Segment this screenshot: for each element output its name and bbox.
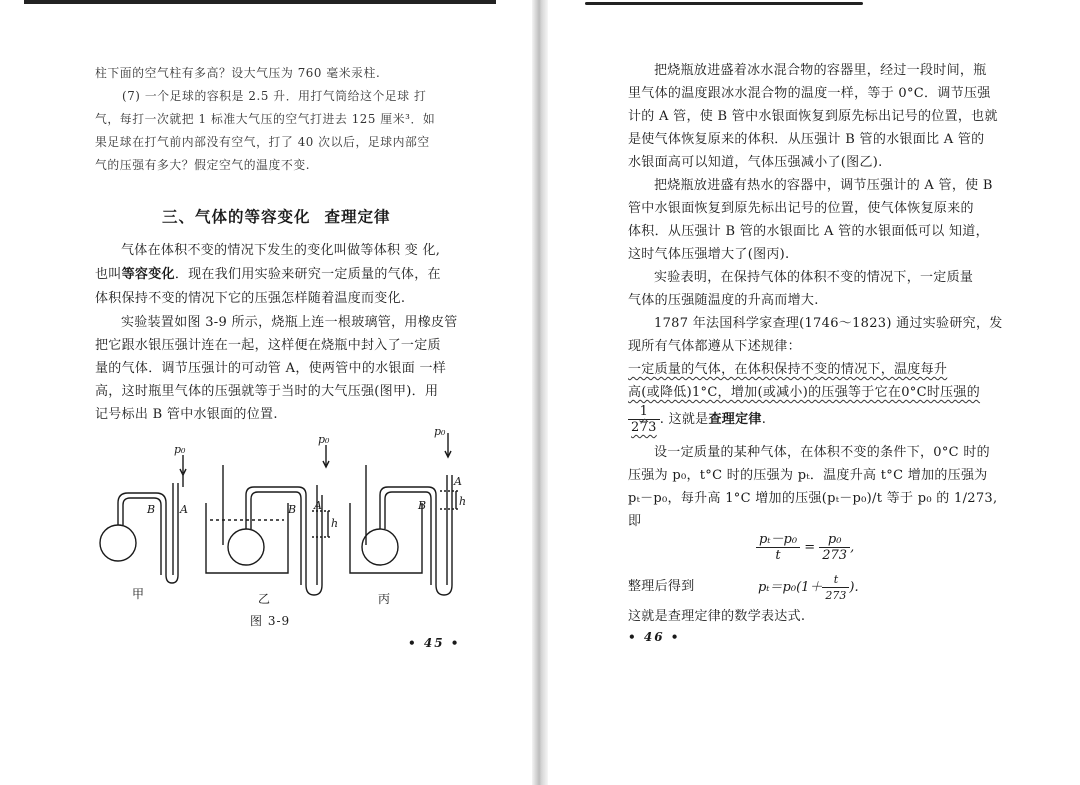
body-line: 压强为 p₀，t°C 时的压强为 pₜ．温度升高 t°C 增加的压强为 (628, 468, 988, 483)
page-number: • 46 • (628, 630, 681, 644)
figure-3-9 (88, 425, 468, 605)
body-line: 把它跟水银压强计连在一起，这样便在烧瓶中封入了一定质 (95, 338, 441, 353)
label-b-yi: B (288, 503, 297, 516)
figure-sublabel-jia: 甲 (132, 587, 145, 601)
closing-line: 这就是查理定律的数学表达式. (628, 609, 806, 624)
body-line: 把烧瓶放进盛着冰水混合物的容器里，经过一段时间，瓶 (654, 63, 987, 78)
label-p0-jia: p₀ (174, 443, 186, 456)
law-fraction: $\frac{1}{273}$ (628, 404, 660, 435)
exercise-line: 柱下面的空气柱有多高？设大气压为 760 毫米汞柱. (95, 66, 381, 80)
top-rule (585, 2, 863, 5)
exercise-line: 果足球在打气前内部没有空气，打了 40 次以后，足球内部空 (95, 135, 430, 149)
body-line: 计的 A 管，使 B 管中水银面恢复到原先标出记号的位置，也就 (628, 109, 998, 124)
label-p0-bing: p₀ (434, 425, 446, 438)
figure-sublabel-bing: 丙 (378, 592, 391, 606)
left-page (0, 0, 532, 785)
body-line: 体积．从压强计 B 管的水银面比 A 管的水银面低可以 知道， (628, 224, 989, 239)
term-charles-law: 查理定律 (708, 412, 762, 427)
figure-sublabel-yi: 乙 (258, 592, 271, 606)
body-line: 记号标出 B 管中水银面的位置. (95, 407, 278, 422)
exercise-line: 气的压强有多大？假定空气的温度不变. (95, 158, 311, 172)
page-number: • 45 • (408, 636, 461, 650)
body-line: 实验装置如图 3-9 所示，烧瓶上连一根玻璃管，用橡皮管 (121, 315, 458, 330)
body-line: 1787 年法国科学家查理(1746～1823) 通过实验研究，发 (654, 316, 1003, 331)
label-a-jia: A (180, 503, 188, 516)
section-title: 三、气体的等容变化 查理定律 (162, 208, 391, 226)
label-a-bing: A (454, 475, 462, 488)
flask-jia (100, 525, 136, 561)
body-line: 气体的压强随温度的升高而增大. (628, 293, 819, 308)
formula-ratio: $\frac{\text{pₜ－p₀}}{t}$ = $\frac{\text{p₀}}{273}$ , (756, 532, 854, 563)
exercise-line: (7) 一个足球的容积是 2.5 升．用打气筒给这个足球 打 (122, 89, 427, 103)
body-line: 气体在体积不变的情况下发生的变化叫做等体积 变 化, (121, 243, 441, 258)
label-p0-yi: p₀ (318, 433, 330, 446)
body-line: 也叫等容变化．现在我们用实验来研究一定质量的气体，在 (95, 267, 441, 282)
label-h-yi: h (331, 517, 339, 530)
formula-charles: pₜ＝p₀(1＋ $\frac{t}{273}$ ). (758, 573, 859, 602)
body-line: 这时气体压强增大了(图丙). (628, 247, 790, 262)
body-line: 是使气体恢复原来的体积．从压强计 B 管的水银面比 A 管的 (628, 132, 985, 147)
label-h-bing: h (459, 495, 467, 508)
body-line: 量的气体．调节压强计的可动管 A，使两管中的水银面 一样 (95, 361, 447, 376)
body-line: 现所有气体都遵从下述规律： (628, 339, 801, 354)
body-line: 水银面高可以知道，气体压强减小了(图乙). (628, 155, 883, 170)
body-line: 把烧瓶放进盛有热水的容器中，调节压强计的 A 管，使 B (654, 178, 993, 193)
body-line: 里气体的温度跟冰水混合物的温度一样，等于 0°C．调节压强 (628, 86, 991, 101)
book-gutter (532, 0, 548, 785)
law-fraction-line: $\frac{1}{273}$ . 这就是查理定律. (628, 404, 766, 435)
exercise-line: 气，每打一次就把 1 标准大气压的空气打进去 125 厘米³．如 (95, 112, 436, 126)
container-yi (206, 503, 288, 573)
label-a-yi: A (314, 499, 322, 512)
right-page (548, 0, 1080, 785)
label-b-jia: B (147, 503, 156, 516)
body-line: 体积保持不变的情况下它的压强怎样随着温度而变化. (95, 291, 406, 306)
body-line: 管中水银面恢复到原先标出记号的位置，使气体恢复原来的 (628, 201, 974, 216)
container-bing (350, 503, 422, 573)
body-line: 实验表明，在保持气体的体积不变的情况下，一定质量 (654, 270, 974, 285)
law-statement-line: 高(或降低)1°C，增加(或减小)的压强等于它在0°C时压强的 (628, 385, 981, 400)
body-line: 设一定质量的某种气体，在体积不变的条件下，0°C 时的 (654, 445, 990, 460)
formula-label: 整理后得到 (628, 579, 695, 594)
body-line: 高，这时瓶里气体的压强就等于当时的大气压强(图甲)．用 (95, 384, 439, 399)
body-line: 即 (628, 514, 642, 529)
law-statement-line: 一定质量的气体，在体积保持不变的情况下，温度每升 (628, 362, 948, 377)
body-line: pₜ－p₀，每升高 1°C 增加的压强(pₜ－p₀)/t 等于 p₀ 的 1/273, (628, 491, 998, 506)
figure-caption: 图 3-9 (250, 614, 291, 628)
top-rule (24, 0, 496, 4)
term-isochoric: 等容变化 (121, 267, 175, 282)
label-b-bing: B (418, 499, 427, 512)
